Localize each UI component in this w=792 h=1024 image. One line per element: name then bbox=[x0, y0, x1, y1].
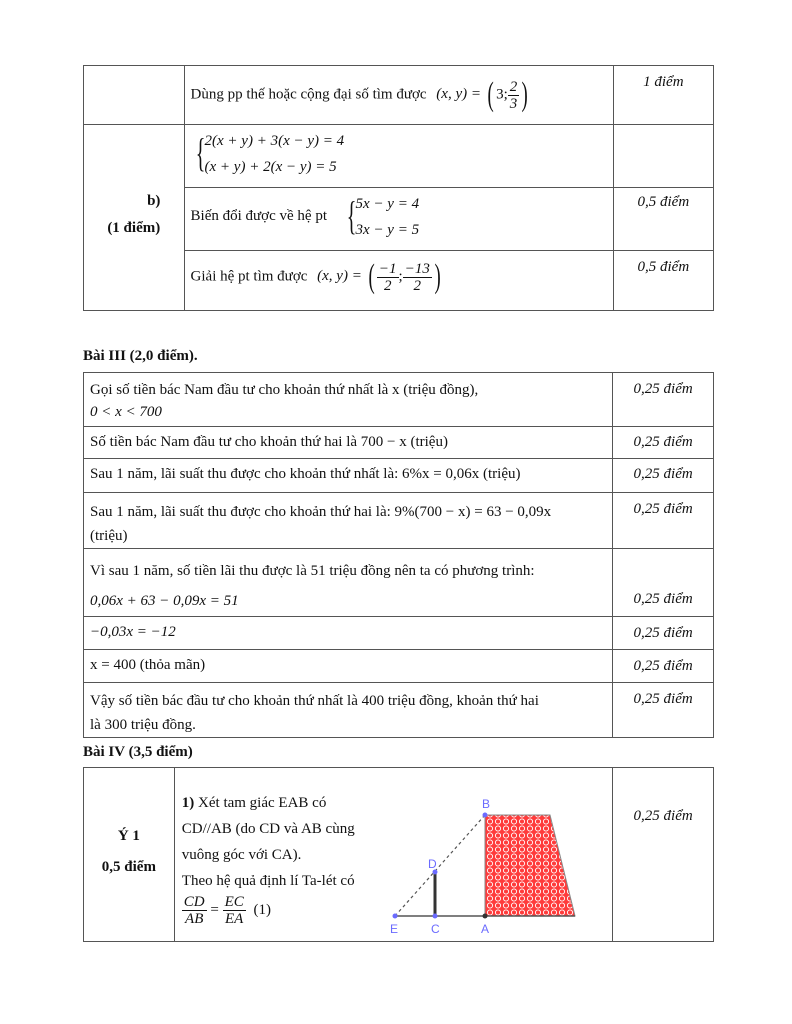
table-row bbox=[84, 683, 613, 738]
table-row bbox=[84, 493, 613, 549]
cell-row1-points bbox=[613, 66, 713, 125]
cell-system1-points bbox=[613, 125, 713, 188]
cell-points bbox=[613, 459, 714, 493]
row-text-2: 0 < x < 700 bbox=[90, 404, 162, 420]
left-paren-icon: ( bbox=[368, 258, 375, 295]
row3-text: Biến đổi được về hệ pt bbox=[190, 208, 327, 224]
bai3-heading: Bài III (2,0 điểm). bbox=[83, 348, 198, 364]
row4-xy: (x, y) = bbox=[317, 268, 362, 285]
point-c bbox=[432, 914, 437, 919]
cell-bai4-content bbox=[174, 768, 612, 942]
line3: vuông góc với CA). bbox=[181, 847, 302, 863]
cell-points bbox=[613, 493, 714, 549]
left-paren-icon: ( bbox=[487, 76, 494, 113]
row-text: Số tiền bác Nam đầu tư cho khoản thứ hai là 700 − x (triệu) bbox=[90, 434, 448, 450]
bai4-text: 1) Xét tam giác EAB có CD//AB (do CD và AB cùng vuông góc với CA). Theo hệ quả định lí Ta-lét có $\frac{CD}{AB}$ = $\frac{EC}{EA}$ (1) bbox=[182, 790, 382, 927]
table-bai3 bbox=[83, 372, 714, 738]
row-points: 0,25 điểm bbox=[633, 381, 693, 397]
table-row bbox=[84, 373, 613, 427]
table-bai4 bbox=[83, 767, 714, 942]
row4-fraction-1: $\frac{-1}{2}$ bbox=[378, 260, 397, 294]
cell-empty-label bbox=[84, 66, 185, 125]
item-number: 1) bbox=[181, 795, 195, 811]
geometry-figure bbox=[390, 790, 610, 940]
cell-row1-content bbox=[184, 66, 613, 125]
row1-text: Dùng pp thế hoặc cộng đại số tìm được bbox=[190, 86, 427, 103]
row-points: 0,25 điểm bbox=[633, 625, 693, 641]
cell-row4: Giải hệ pt tìm được (x, y) = ( $\frac{-1}{2}$ ; $\frac{-13}{2}$ ) bbox=[184, 251, 613, 311]
cell-row3-points bbox=[613, 188, 713, 251]
fraction-cd-ab: $\frac{CD}{AB}$ bbox=[183, 894, 205, 927]
cell-points bbox=[613, 683, 714, 738]
row-text: Gọi số tiền bác Nam đầu tư cho khoản thứ nhất là x (triệu đồng), bbox=[90, 382, 479, 398]
row-points: 0,25 điểm bbox=[633, 434, 693, 450]
row4-text: Giải hệ pt tìm được bbox=[190, 268, 308, 285]
label-e: E bbox=[389, 922, 398, 936]
row-text: −0,03x = −12 bbox=[90, 624, 176, 640]
right-paren-icon: ) bbox=[434, 258, 441, 295]
row3-points: 0,5 điểm bbox=[637, 194, 690, 210]
row-points: 0,25 điểm bbox=[633, 466, 693, 482]
part-b-label: b) bbox=[147, 192, 161, 209]
bai4-points: 0,25 điểm bbox=[633, 808, 693, 824]
row4-points: 0,5 điểm bbox=[637, 259, 690, 275]
row-text: Sau 1 năm, lãi suất thu được cho khoản thứ nhất là: 6%x = 0,06x (triệu) bbox=[90, 466, 521, 482]
sys2-eq1: 5x − y = 4 bbox=[355, 196, 420, 212]
cell-y-label bbox=[84, 768, 175, 942]
cell-system1 bbox=[184, 125, 613, 188]
label-c: C bbox=[430, 922, 440, 936]
right-paren-icon: ) bbox=[521, 76, 529, 113]
line-eb-dashed bbox=[395, 815, 485, 916]
cell-system2 bbox=[184, 188, 613, 251]
row-text: Vì sau 1 năm, số tiền lãi thu được là 51 triệu đồng nên ta có phương trình: bbox=[90, 563, 535, 579]
trapezoid-shape bbox=[485, 815, 575, 916]
label-a: A bbox=[480, 922, 489, 936]
left-brace-icon: { bbox=[346, 193, 356, 238]
y-points: 0,5 điểm bbox=[101, 858, 156, 875]
table-row bbox=[84, 427, 613, 459]
line4: Theo hệ quả định lí Ta-lét có bbox=[181, 873, 355, 889]
part-b-points: (1 điểm) bbox=[107, 219, 161, 236]
row-points: 0,25 điểm bbox=[633, 501, 693, 517]
row-points: 0,25 điểm bbox=[633, 658, 693, 674]
row-text-2: (triệu) bbox=[90, 528, 128, 544]
row1-fraction: $\frac{2}{3}$ bbox=[509, 78, 518, 112]
table-row bbox=[84, 650, 613, 683]
row-text: Sau 1 năm, lãi suất thu được cho khoản thứ hai là: 9%(700 − x) = 63 − 0,09x bbox=[90, 504, 552, 520]
sys1-eq1: 2(x + y) + 3(x − y) = 4 bbox=[204, 133, 345, 149]
cell-part-b-label bbox=[84, 125, 185, 311]
row-text: Vậy số tiền bác đầu tư cho khoản thứ nhất là 400 triệu đồng, khoản thứ hai bbox=[90, 693, 539, 709]
cell-points bbox=[613, 617, 714, 650]
row-text: x = 400 (thỏa mãn) bbox=[90, 657, 206, 673]
point-a bbox=[482, 914, 487, 919]
bai4-heading: Bài IV (3,5 điểm) bbox=[83, 744, 193, 760]
point-b bbox=[482, 813, 487, 818]
label-d: D bbox=[427, 857, 437, 871]
label-b: B bbox=[481, 797, 490, 811]
point-e bbox=[392, 914, 397, 919]
eq-label: (1) bbox=[253, 901, 272, 918]
cell-row4-points bbox=[613, 251, 713, 311]
cell-points bbox=[613, 373, 714, 427]
left-brace-icon: { bbox=[195, 130, 205, 175]
row-points: 0,25 điểm bbox=[633, 691, 693, 707]
row1-points: 1 điểm bbox=[643, 74, 684, 90]
cell-points bbox=[613, 427, 714, 459]
row4-fraction-2: $\frac{-13}{2}$ bbox=[404, 260, 430, 294]
line2: CD//AB (do CD và AB cùng bbox=[181, 821, 355, 837]
row-points: 0,25 điểm bbox=[633, 591, 693, 607]
row1-val: 3; bbox=[496, 86, 508, 103]
row1-xy: (x, y) = bbox=[436, 86, 481, 103]
sys1-eq2: (x + y) + 2(x − y) = 5 bbox=[204, 159, 337, 175]
table-row bbox=[84, 549, 613, 617]
fraction-ec-ea: $\frac{EC}{EA}$ bbox=[224, 894, 244, 927]
cell-points bbox=[613, 650, 714, 683]
y-label: Ý 1 bbox=[117, 827, 140, 844]
cell-points bbox=[613, 549, 714, 617]
table-row bbox=[84, 617, 613, 650]
sys2-eq2: 3x − y = 5 bbox=[355, 222, 420, 238]
cell-bai4-points bbox=[613, 768, 714, 942]
row-text-2: là 300 triệu đồng. bbox=[90, 717, 196, 733]
table-row bbox=[84, 459, 613, 493]
line1: Xét tam giác EAB có bbox=[198, 795, 327, 811]
row-text-2: 0,06x + 63 − 0,09x = 51 bbox=[90, 593, 239, 609]
table-part-b bbox=[83, 65, 714, 311]
